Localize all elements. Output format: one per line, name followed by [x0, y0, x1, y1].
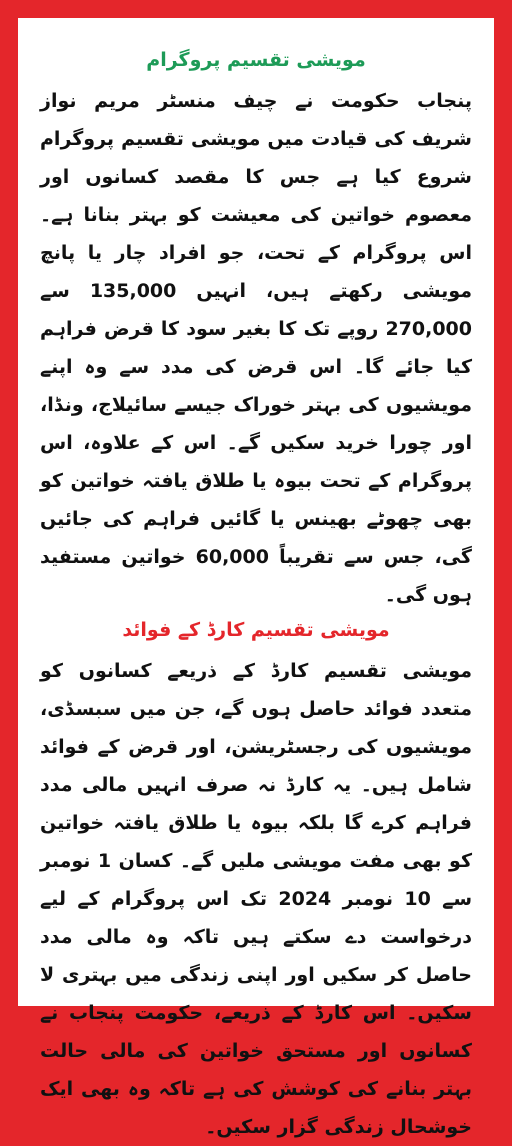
section-heading-card-benefits: مویشی تقسیم کارڈ کے فوائد	[122, 619, 390, 641]
article-card	[18, 18, 494, 1138]
section-body-card-benefits: مویشی تقسیم کارڈ کے ذریعے کسانوں کو متعدد فوائد حاصل ہوں گے، جن میں سبسڈی، مویشیوں کی رجسٹریشن، اور قرض کے فوائد شامل ہیں۔ یہ کارڈ نہ صرف انہیں مالی مدد فراہم کرے گا بلکہ بیوہ یا طلاق یافتہ خواتین کو بھی مفت مویشی ملیں گے۔ کسان 1 نومبر سے 10 نومبر 2024 تک اس پروگرام کے لیے درخواست دے سکتے ہیں تاکہ وہ مالی مدد حاصل کر سکیں اور اپنی زندگی میں بہتری لا سکیں۔ اس کارڈ کے ذریعے، حکومت پنجاب نے کسانوں اور مستحق خواتین کی مالی حالت بہتر بنانے کی کوشش کی ہے تاکہ وہ بھی ایک خوشحال زندگی گزار سکیں۔	[40, 660, 473, 1138]
section-body-program: پنجاب حکومت نے چیف منسٹر مریم نواز شریف کی قیادت میں مویشی تقسیم پروگرام شروع کیا ہے جس کا مقصد کسانوں اور معصوم خواتین کی معیشت کو بہتر بنانا ہے۔ اس پروگرام کے تحت، جو افراد چار یا پانچ مویشی رکھتے ہیں، انہیں 135,000 سے 270,000 روپے تک کا بغیر سود کا قرض فراہم کیا جائے گا۔ اس قرض کی مدد سے وہ اپنے مویشیوں کی بہتر خوراک جیسے سائیلاج، ونڈا، اور چورا خرید سکیں گے۔ اس کے علاوہ، اس پروگرام کے تحت بیوہ یا طلاق یافتہ خواتین کو بھی چھوٹے بھینس یا گائیں فراہم کی جائیں گی، جس سے تقریباً 60,000 خواتین مستفید ہوں گی۔	[40, 90, 472, 606]
section-heading-program: مویشی تقسیم پروگرام	[146, 49, 366, 71]
